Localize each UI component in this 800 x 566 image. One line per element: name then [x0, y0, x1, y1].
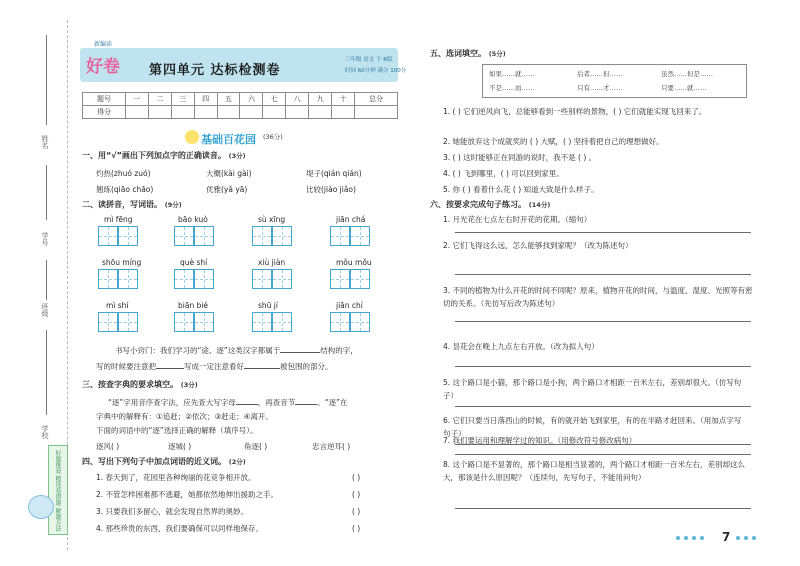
q3-item[interactable]: 逐城( ) [168, 442, 192, 451]
q3-line2: 字典中的解释有：①追赶；②依次；③赶走；④离开。 [96, 412, 273, 421]
score-cell: 九 [309, 93, 332, 106]
q4-title-text: 四、写出下列句子中加点词语的近义词。 [82, 457, 226, 466]
name-label: 姓名 [41, 135, 49, 149]
q6-item: 7. 我们要运用和理解学过的知识。（用修改符号修改病句） [443, 436, 637, 445]
score-input-cell[interactable] [286, 106, 309, 119]
writing-grid[interactable] [98, 312, 138, 332]
q1-item[interactable]: 优雅(yǎ yā) [206, 185, 248, 194]
logo-main-text: 好卷 [86, 57, 120, 77]
score-input-cell[interactable] [194, 106, 217, 119]
q3-line3: 下面的词语中的“逐”选择正确的解释（填序号）。 [96, 426, 258, 435]
score-input-cell[interactable] [332, 106, 355, 119]
q4-answer-paren[interactable]: ( ) [352, 473, 361, 482]
q1-item[interactable]: 堤子(qián qián) [306, 169, 362, 178]
q6-title-text: 六、按要求完成句子练习。 [430, 200, 526, 209]
writing-grid[interactable] [252, 312, 292, 332]
answer-line[interactable] [455, 232, 751, 233]
footer-dot [752, 536, 756, 540]
writing-grid[interactable] [174, 269, 214, 289]
q4-title [82, 458, 246, 466]
q6-item: 1. 月光花在七点左右时开花的花期。（缩句） [443, 215, 592, 224]
q6-item: 5. 这个路口是小猫，那个路口是小狗，两个路口才相距一百米左右，差别却很大。（仿写句子） [443, 378, 742, 400]
pinyin-label: shū jí [258, 301, 278, 310]
q2-blank[interactable] [244, 368, 280, 369]
section-banner [185, 130, 303, 144]
q2-tip-text: 写的时候要注意把 [96, 362, 156, 371]
q2-tip-text: 结构的字， [320, 346, 358, 355]
q3-score: (3分) [180, 381, 198, 389]
writing-grid[interactable] [252, 269, 292, 289]
pinyin-label: bāo kuò [178, 215, 208, 224]
q6-item: 2. 它们飞得这么远，怎么能够找到家呢？（改为陈述句） [443, 241, 633, 250]
q4-score: (2分) [228, 458, 246, 466]
word-bank-item: 只要……就…… [661, 84, 707, 92]
q6-item: 6. 它们只要当日落西山的时候，有的就开始飞到家里，有的在半路才赶回来。（用加点字写句子） [443, 416, 742, 438]
answer-line[interactable] [455, 508, 751, 509]
footer-dot [700, 536, 704, 540]
q2-tip-text: 书写小窍门：我们学习的“途、逐”这类汉字都属于 [115, 346, 281, 355]
mascot-icon [28, 495, 54, 519]
score-cell: 总分 [355, 93, 398, 106]
score-table-header-row [83, 93, 398, 106]
word-bank-item: 虽然……但是…… [661, 70, 713, 78]
score-table-score-row [83, 106, 398, 119]
word-bank-item: 不是……而…… [489, 84, 535, 92]
score-cell: 五 [217, 93, 240, 106]
page-number: 7 [722, 530, 731, 544]
score-cell: 十 [332, 93, 355, 106]
bulb-icon [185, 130, 199, 144]
score-cell: 六 [240, 93, 263, 106]
q2-tip-line1 [115, 347, 358, 355]
name-write-line [46, 35, 47, 125]
score-row-label: 得分 [83, 106, 126, 119]
score-input-cell[interactable] [171, 106, 194, 119]
q4-answer-paren[interactable]: ( ) [352, 524, 361, 533]
q6-item: 4. 昙花会在晚上九点左右开放。（改为拟人句） [443, 342, 599, 351]
brand-logo [82, 38, 132, 82]
writing-grid[interactable] [330, 312, 370, 332]
score-cell: 三 [171, 93, 194, 106]
q3-title [82, 381, 198, 389]
q1-score: (3分) [228, 152, 246, 160]
q3-text: “逐”字用音序查字法，应先查大写字母 [108, 398, 236, 407]
answer-line[interactable] [455, 321, 751, 322]
answer-line[interactable] [455, 366, 751, 367]
writing-grid[interactable] [330, 269, 370, 289]
score-table [82, 92, 398, 119]
answer-line[interactable] [455, 454, 751, 455]
q3-text: 。“逐”在 [317, 398, 348, 407]
writing-grid[interactable] [330, 226, 370, 246]
pinyin-label: mì shí [106, 301, 129, 310]
student-id-write-line [46, 260, 47, 300]
section-banner-score: (36分) [263, 133, 283, 141]
pinyin-label: shōu míng [102, 258, 142, 267]
score-input-cell[interactable] [355, 106, 398, 119]
answer-line[interactable] [455, 274, 751, 275]
q2-title-text: 二、读拼音，写词语。 [82, 200, 162, 209]
q6-item: 8. 这个路口是不显著的，那个路口是相当显著的，两个路口才相距一百米左右，差别却这么大，那该是什么原因呢？（连续句，先写句子，不能用问句） [443, 460, 746, 482]
q4-answer-paren[interactable]: ( ) [352, 490, 361, 499]
q4-item: 1. 春天到了，花园里各种绚丽的花竞争相开放。 [96, 473, 256, 482]
writing-grid[interactable] [252, 226, 292, 246]
q1-item[interactable]: 大概(kài gài) [206, 169, 252, 178]
q4-item: 3. 只要我们多留心，就会发现自然界的奥妙。 [96, 507, 249, 516]
writing-grid[interactable] [98, 269, 138, 289]
score-cell: 一 [125, 93, 148, 106]
class-write-line [46, 330, 47, 415]
q6-score: (14分) [528, 201, 551, 209]
score-input-cell[interactable] [125, 106, 148, 119]
q3-blank[interactable] [236, 404, 258, 405]
pinyin-label: què shí [180, 258, 208, 267]
q6-title [430, 201, 550, 209]
grade-info-line1: 三年级 语文 下 R版 [345, 57, 393, 63]
footer-dot [736, 536, 740, 540]
answer-line[interactable] [455, 406, 751, 407]
writing-grid[interactable] [174, 312, 214, 332]
page-title: 第四单元 达标检测卷 [149, 63, 281, 78]
q5-title-text: 五、选词填空。 [430, 49, 486, 58]
word-bank-item: 后者……但…… [577, 70, 623, 78]
q2-tip-text: 写成一定注意看好 [184, 362, 244, 371]
score-input-cell[interactable] [148, 106, 171, 119]
score-cell: 二 [148, 93, 171, 106]
exam-tip-stamp [48, 445, 68, 535]
pinyin-label: mì fēng [104, 215, 133, 224]
pinyin-label: xiù jiàn [258, 258, 286, 267]
footer-dot [684, 536, 688, 540]
score-input-cell[interactable] [240, 106, 263, 119]
q3-line1 [108, 399, 348, 407]
stamp-text: 好题推荐 精选易错题 解题方法 [54, 450, 61, 532]
word-bank-item: 如果……就…… [489, 70, 535, 78]
score-cell: 八 [286, 93, 309, 106]
q5-item[interactable]: 2. 她能放弃这个成就奖的 ( ) 大赋，( ) 坚持着把自己的理想做好。 [443, 137, 664, 146]
q2-tip-line2 [96, 363, 333, 371]
footer-dot [744, 536, 748, 540]
q5-item[interactable]: 4. ( ) 飞到哪里，( ) 可以回到家里。 [443, 169, 564, 178]
q1-item[interactable]: 翘练(qiāo chāo) [96, 185, 154, 194]
q4-item: 2. 不管怎样困难都不逃避，她都依然地伸出援助之手。 [96, 490, 279, 499]
q5-item[interactable]: 1. ( ) 它们逆风向飞，总能够看到一些别样的景物，( ) 它们就能实现飞回来了。 [443, 107, 707, 116]
pinyin-label: sù xīng [258, 215, 286, 224]
writing-grid[interactable] [174, 226, 214, 246]
section-banner-title: 基础百花园 [201, 133, 256, 146]
q2-tip-text: 被包围的部分。 [280, 362, 333, 371]
q1-item[interactable]: 灼热(zhuó zuó) [96, 169, 151, 178]
q1-title-text: 一、用“√”画出下列加点字的正确读音。 [82, 151, 226, 160]
writing-grid[interactable] [98, 226, 138, 246]
q5-score: (5分) [488, 50, 506, 58]
q2-title [82, 201, 182, 209]
q5-item[interactable]: 5. 你 ( ) 看着什么花 ( ) 知道大致是什么样子。 [443, 185, 599, 194]
q3-item[interactable]: 忠言逆耳( ) [312, 442, 351, 451]
grade-info-line2: 时间 60分钟 满分 100分 [345, 68, 407, 74]
q2-blank[interactable] [156, 368, 184, 369]
word-bank-box [482, 64, 747, 98]
logo-top-text: 新编读 [94, 41, 113, 48]
pinyin-label: jiān chí [336, 301, 363, 310]
q5-item[interactable]: 3. ( ) 这时能够正在同游的说时，我不是 ( ) 。 [443, 153, 597, 162]
footer-dot [692, 536, 696, 540]
q3-item[interactable]: 逐风( ) [96, 442, 120, 451]
score-input-cell[interactable] [263, 106, 286, 119]
q2-score: (9分) [164, 201, 182, 209]
q1-item[interactable]: 比较(jiào jiǎo) [306, 185, 356, 194]
pinyin-label: biān bié [178, 301, 209, 310]
q4-item: 4. 那些珍贵的东西，我们要确保可以同样地保存。 [96, 524, 264, 533]
q3-blank[interactable] [295, 404, 317, 405]
class-label: 班级 [41, 303, 49, 317]
q5-title [430, 50, 506, 58]
pinyin-label: jiān chá [336, 215, 366, 224]
score-input-cell[interactable] [309, 106, 332, 119]
score-cell: 题号 [83, 93, 126, 106]
student-id-label: 学号 [41, 232, 49, 246]
score-input-cell[interactable] [217, 106, 240, 119]
grade-info-box [343, 52, 407, 78]
word-bank-item: 只有……才…… [577, 84, 623, 92]
q6-item: 3. 不同的植物为什么开花的时间不同呢？原来，植物开花的时间，与温度、湿度、光照等有密切的关系。（先仿写后改为陈述句） [443, 286, 753, 308]
q4-answer-paren[interactable]: ( ) [352, 507, 361, 516]
score-cell: 七 [263, 93, 286, 106]
q3-title-text: 三、按查字典的要求填空。 [82, 380, 178, 389]
q3-item[interactable]: 角逐( ) [244, 442, 268, 451]
footer-dot [676, 536, 680, 540]
pinyin-label: mǒu mǒu [336, 258, 372, 267]
q2-blank[interactable] [280, 352, 320, 353]
q3-text: ，再查音节 [257, 398, 296, 407]
q1-title [82, 152, 246, 160]
score-cell: 四 [194, 93, 217, 106]
name-write-line-2 [46, 165, 47, 220]
school-label: 学校 [41, 425, 49, 439]
